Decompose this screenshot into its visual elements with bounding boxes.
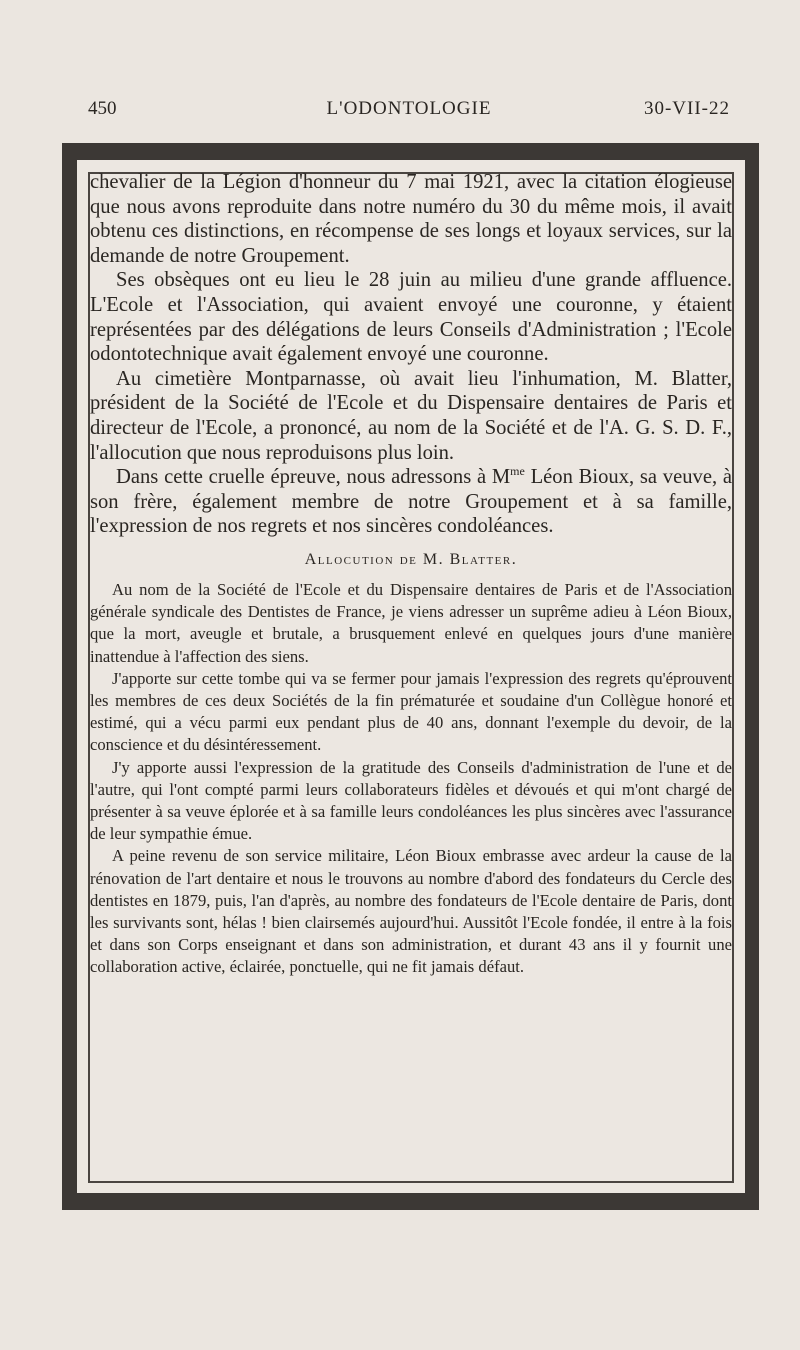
page-number: 450 [88, 98, 117, 119]
issue-date: 30-VII-22 [643, 98, 730, 119]
p4-superscript: me [510, 464, 525, 479]
running-head [88, 98, 730, 128]
speech-paragraph-1: Au nom de la Société de l'Ecole et du Dispensaire dentaires de Paris et de l'Association générale syndicale des Dentistes de France, je viens adresser un suprême adieu à Léon Bioux, que la mort, aveugle et brutale, a brusquement enlevé en quelques jours d'une manière inattendue à l'affection des siens. [90, 579, 732, 666]
p4-start: Dans cette cruelle épreuve, nous adressons à M [116, 466, 511, 489]
paragraph-2: Ses obsèques ont eu lieu le 28 juin au milieu d'une grande affluence. L'Ecole et l'Association, qui avaient envoyé une couronne, y étaient représentées par des délégations de leurs Conseils d'Administration ; l'Ecole odontotechnique avait également envoyé une couronne. [90, 269, 732, 366]
journal-title: L'ODONTOLOGIE [326, 98, 492, 119]
speech-paragraph-3: J'y apporte aussi l'expression de la gratitude des Conseils d'administration de l'une et de l'autre, qui l'ont compté parmi leurs collaborateurs fidèles et dévoués et qui m'ont chargé de présenter à sa veuve éplorée et à sa famille leurs condoléances les plus sincères avec l'assurance de leur sympathie émue. [90, 757, 732, 844]
speech-paragraph-2: J'apporte sur cette tombe qui va se fermer pour jamais l'expression des regrets qu'éprouvent les membres de ces deux Sociétés de la fin prématurée et soudaine d'un Collègue honoré et estimé, qui a vécu parmi eux pendant plus de 40 ans, donnant l'exemple du devoir, de la conscience et du désintéressement. [90, 668, 732, 755]
section-heading: Allocution de M. Blatter. [304, 550, 518, 568]
p4-end: Léon Bioux, sa veuve, à son frère, également membre de notre Groupement et à sa famille, l'expression de nos regrets et nos sincères condoléances. [90, 466, 732, 538]
article-body [90, 170, 732, 979]
paragraph-3: Au cimetière Montparnasse, où avait lieu l'inhumation, M. Blatter, président de la Société de l'Ecole et du Dispensaire dentaires de Paris et directeur de l'Ecole, a prononcé, au nom de la Société et de l'A. G. S. D. F., l'allocution que nous reproduisons plus loin. [90, 367, 732, 464]
speech-paragraph-4: A peine revenu de son service militaire, Léon Bioux embrasse avec ardeur la cause de la rénovation de l'art dentaire et nous le trouvons au nombre d'abord des fondateurs du Cercle des dentistes en 1879, puis, l'an d'après, au nombre des fondateurs de l'Ecole dentaire de Paris, dont les survivants sont, hélas ! bien clairsemés aujourd'hui. Aussitôt l'Ecole fondée, il entre à la fois et dans son Corps enseignant et dans son administration, et durant 43 ans il y fournit une collaboration active, éclairée, ponctuelle, qui ne fit jamais défaut. [90, 846, 732, 977]
paragraph-1: chevalier de la Légion d'honneur du 7 mai 1921, avec la citation élogieuse que nous avons reproduite dans notre numéro du 30 du même mois, il avait obtenu ces distinctions, en récompense de ses longs et loyaux services, sur la demande de notre Groupement. [90, 171, 732, 267]
paragraph-4 [90, 465, 732, 539]
